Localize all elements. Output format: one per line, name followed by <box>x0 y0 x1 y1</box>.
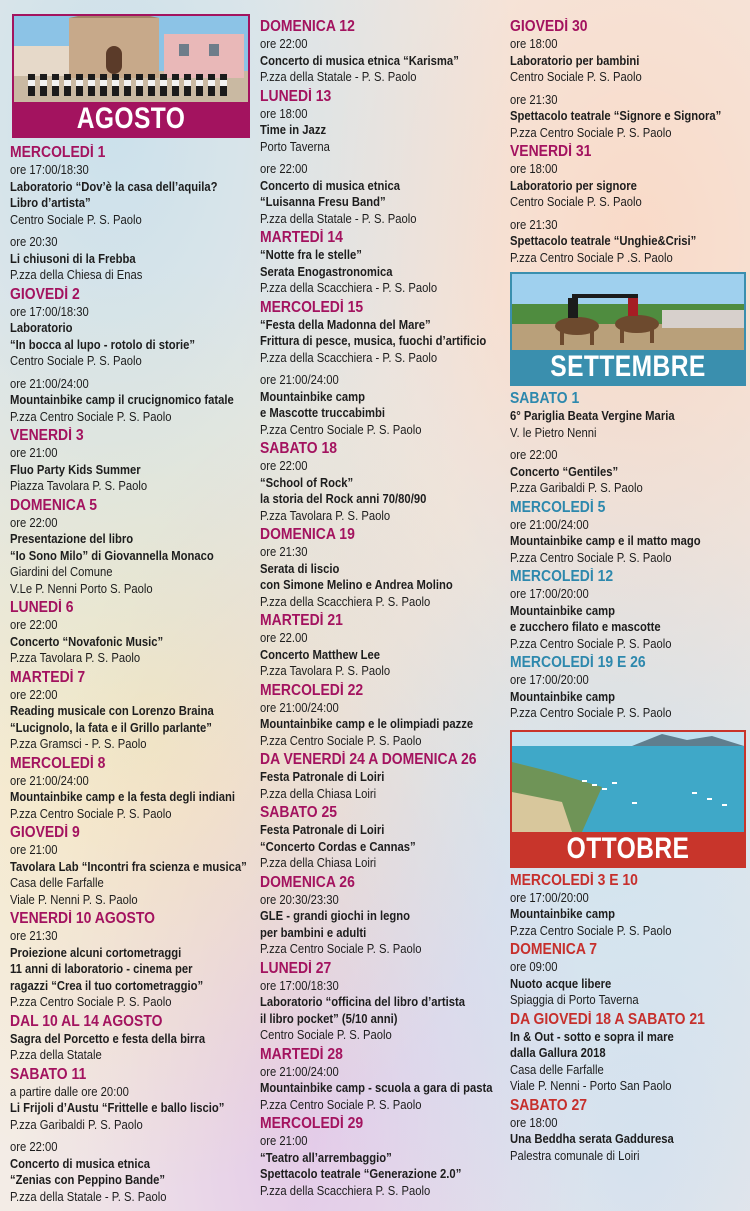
event-time: ore 20:30/23:30 <box>260 892 339 907</box>
event-title: ragazzi “Crea il tuo cortometraggio” <box>10 978 204 993</box>
event-time: ore 22:00 <box>10 515 58 530</box>
events-list-col2 <box>260 18 500 1199</box>
event-place: P.zza Centro Sociale P. S. Paolo <box>10 409 172 424</box>
event-place: Centro Sociale P. S. Paolo <box>260 1028 392 1042</box>
event-title: Mountainbike camp e il matto mago <box>510 534 701 548</box>
event-place: Centro Sociale P. S. Paolo <box>510 70 642 84</box>
event-title: Libro d’artista” <box>10 196 91 210</box>
event-place: Palestra comunale di Loiri <box>510 1148 640 1163</box>
event-title: Time in Jazz <box>260 123 327 137</box>
event-title: Tavolara Lab “Incontri fra scienza e musica” <box>10 859 247 874</box>
event-day-heading: LUNEDÌ 27 <box>260 959 332 977</box>
event-place: P.zza della Chiasa Loiri <box>260 786 377 801</box>
event-title: “Festa della Madonna del Mare” <box>260 317 431 332</box>
event-place: Giardini del Comune <box>10 565 113 579</box>
event-day-heading: MERCOLEDÌ 12 <box>510 568 614 585</box>
event-place: P.zza Centro Sociale P. S. Paolo <box>10 995 172 1009</box>
event-place: P.zza della Statale - P. S. Paolo <box>260 211 417 226</box>
event-place: P.zza Centro Sociale P. S. Paolo <box>260 1097 422 1112</box>
event-title: Mountainbike camp e la festa degli indiani <box>10 790 236 804</box>
event-title: Presentazione del libro <box>10 532 134 546</box>
event-place: Porto Taverna <box>260 139 330 154</box>
event-time: ore 22:00 <box>510 448 558 462</box>
event-place: P.zza della Scacchiera - P. S. Paolo <box>260 281 438 295</box>
column-agosto-1 <box>10 0 250 1205</box>
event-title: Mountainbike camp <box>510 689 616 704</box>
event-title: il libro pocket” (5/10 anni) <box>260 1011 398 1026</box>
event-title: Mountainbike camp il crucignomico fatale <box>10 393 234 407</box>
event-day-heading: SABATO 11 <box>10 1065 87 1083</box>
event-place: V.Le P. Nenni Porto S. Paolo <box>10 581 153 596</box>
event-day-heading: GIOVEDÌ 9 <box>10 824 80 841</box>
event-title: “In bocca al lupo - rotolo di storie” <box>10 337 196 352</box>
event-place: P.zza Centro Sociale P. S. Paolo <box>510 550 672 565</box>
event-title: Concerto Matthew Lee <box>260 647 381 662</box>
event-title: Mountainbike camp <box>510 907 616 921</box>
event-title: Serata Enogastronomica <box>260 264 393 279</box>
event-place: P.zza della Chiasa Loiri <box>260 856 377 870</box>
event-title: Spettacolo teatrale “Signore e Signora” <box>510 109 722 123</box>
event-day-heading: SABATO 27 <box>510 1096 588 1114</box>
event-title: Mountainbike camp <box>510 603 616 618</box>
event-time: ore 17:00/20:00 <box>510 673 589 687</box>
event-time: ore 22:00 <box>10 1140 58 1154</box>
event-day-heading: DA VENERDÌ 24 A DOMENICA 26 <box>260 751 477 768</box>
event-title: Mountainbike camp e le olimpiadi pazze <box>260 717 474 731</box>
month-title-ottobre: OTTOBRE <box>566 831 690 865</box>
column-agosto-2 <box>260 16 500 1199</box>
event-title: Spettacolo teatrale “Unghie&Crisi” <box>510 234 697 248</box>
event-title: Frittura di pesce, musica, fuochi d’artificio <box>260 334 487 348</box>
event-place: Centro Sociale P. S. Paolo <box>10 212 142 227</box>
event-time: ore 22.00 <box>260 631 308 645</box>
event-title: In & Out - sotto e sopra il mare <box>510 1029 674 1044</box>
event-time: ore 21:00 <box>10 446 58 460</box>
event-place: P.zza Garibaldi P. S. Paolo <box>510 481 643 495</box>
event-time: ore 09:00 <box>510 960 558 974</box>
event-time: ore 21:00 <box>10 843 58 857</box>
event-day-heading: MERCOLEDÌ 19 E 26 <box>510 654 646 671</box>
event-time: ore 20:30 <box>10 235 58 249</box>
event-day-heading: DOMENICA 26 <box>260 873 355 891</box>
event-title: Laboratorio <box>10 321 73 335</box>
event-title: “School of Rock” <box>260 475 354 490</box>
event-title: Laboratorio “Dov’è la casa dell’aquila? <box>10 179 218 194</box>
event-title: Festa Patronale di Loiri <box>260 823 385 837</box>
event-time: ore 21:30 <box>260 545 308 559</box>
event-title: Serata di liscio <box>260 561 340 576</box>
event-day-heading: MERCOLEDÌ 1 <box>10 144 106 161</box>
event-place: Viale P. Nenni - Porto San Paolo <box>510 1079 672 1093</box>
agosto-banner <box>12 14 250 138</box>
event-place: P.zza Centro Sociale P. S. Paolo <box>260 422 422 437</box>
event-day-heading: MERCOLEDÌ 5 <box>510 498 606 516</box>
event-place: P.zza della Scacchiera - P. S. Paolo <box>260 350 438 365</box>
event-time: ore 22:00 <box>260 459 308 473</box>
event-time: ore 18:00 <box>510 162 558 176</box>
event-title: Fluo Party Kids Summer <box>10 462 141 477</box>
event-day-heading: MARTEDÌ 7 <box>10 668 86 686</box>
event-title: Mountainbike camp <box>260 389 366 404</box>
event-title: “Lucignolo, la fata e il Grillo parlante” <box>10 720 212 735</box>
event-day-heading: LUNEDÌ 13 <box>260 87 332 105</box>
event-time: ore 21:00 <box>260 1134 308 1148</box>
folk-group-photo <box>14 16 248 102</box>
event-day-heading: VENERDÌ 31 <box>510 143 592 160</box>
month-title-settembre: SETTEMBRE <box>550 350 706 383</box>
event-day-heading: DOMENICA 12 <box>260 18 355 35</box>
event-place: Casa delle Farfalle <box>510 1062 604 1077</box>
event-time: ore 21:30 <box>10 929 58 943</box>
event-title: Mountainbike camp - scuola a gara di pasta <box>260 1081 493 1095</box>
event-day-heading: MARTEDÌ 21 <box>260 612 343 629</box>
event-time: ore 22:00 <box>260 162 308 176</box>
event-time: ore 22:00 <box>10 618 58 632</box>
event-title: Reading musicale con Lorenzo Braina <box>10 704 214 718</box>
event-time: ore 22:00 <box>10 687 58 702</box>
event-title: Spettacolo teatrale “Generazione 2.0” <box>260 1167 462 1181</box>
event-place: V. le Pietro Nenni <box>510 425 597 440</box>
event-day-heading: VENERDÌ 3 <box>10 427 84 444</box>
event-day-heading: MERCOLEDÌ 15 <box>260 298 364 316</box>
event-time: ore 21:30 <box>510 217 558 232</box>
event-place: P.zza Centro Sociale P. S. Paolo <box>260 733 422 748</box>
event-day-heading: DOMENICA 5 <box>10 496 98 514</box>
events-list-col3a <box>510 18 750 266</box>
event-title: e zucchero filato e mascotte <box>510 620 661 634</box>
event-title: Sagra del Porcetto e festa della birra <box>10 1031 206 1046</box>
event-title: la storia del Rock anni 70/80/90 <box>260 492 427 506</box>
event-day-heading: SABATO 25 <box>260 804 338 821</box>
event-place: P.zza Tavolara P. S. Paolo <box>260 508 391 523</box>
event-time: ore 21:00/24:00 <box>10 773 89 788</box>
event-day-heading: VENERDÌ 10 AGOSTO <box>10 910 155 927</box>
event-place: P.zza Centro Sociale P. S. Paolo <box>510 125 672 140</box>
event-title: “Teatro all’arrembaggio” <box>260 1150 392 1165</box>
event-place: P.zza della Chiesa di Enas <box>10 268 143 282</box>
event-place: P.zza Centro Sociale P. S. Paolo <box>10 806 172 821</box>
event-place: P.zza della Statale - P. S. Paolo <box>260 70 417 84</box>
event-time: ore 17:00/18:30 <box>10 163 89 177</box>
event-place: Spiaggia di Porto Taverna <box>510 993 639 1007</box>
event-place: Centro Sociale P. S. Paolo <box>510 195 642 209</box>
event-time: ore 21:30 <box>510 92 558 107</box>
event-place: P.zza della Statale <box>10 1048 102 1062</box>
event-place: P.zza della Statale - P. S. Paolo <box>10 1189 167 1204</box>
event-day-heading: MARTEDÌ 28 <box>260 1045 343 1063</box>
event-day-heading: SABATO 1 <box>510 390 580 407</box>
event-day-heading: DAL 10 AL 14 AGOSTO <box>10 1012 163 1030</box>
event-time: ore 18:00 <box>510 37 558 51</box>
event-title: Proiezione alcuni cortometraggi <box>10 945 182 960</box>
horse-riders-photo <box>512 274 744 350</box>
event-day-heading: MERCOLEDÌ 22 <box>260 681 364 699</box>
event-title: “Zenias con Peppino Bande” <box>10 1173 166 1187</box>
event-place: P.zza Centro Sociale P. S. Paolo <box>510 636 672 651</box>
event-place: P.zza Centro Sociale P. S. Paolo <box>510 923 672 938</box>
event-title: 11 anni di laboratorio - cinema per <box>10 962 193 976</box>
event-place: P.zza della Scacchiera P. S. Paolo <box>260 594 431 609</box>
event-day-heading: MERCOLEDÌ 8 <box>10 754 106 772</box>
event-place: Centro Sociale P. S. Paolo <box>10 354 142 368</box>
event-title: Concerto “Gentiles” <box>510 464 619 479</box>
month-title-agosto: AGOSTO <box>76 102 186 135</box>
event-time: ore 21:00/24:00 <box>510 517 589 532</box>
column-settembre-ottobre <box>510 16 750 1164</box>
event-title: “Notte fra le stelle” <box>260 248 362 262</box>
event-place: P.zza Centro Sociale P .S. Paolo <box>510 250 673 265</box>
event-day-heading: LUNEDÌ 6 <box>10 599 74 616</box>
event-title: “Concerto Cordas e Cannas” <box>260 839 416 854</box>
event-place: Piazza Tavolara P. S. Paolo <box>10 479 148 493</box>
event-place: Viale P. Nenni P. S. Paolo <box>10 892 138 907</box>
event-time: ore 21:00/24:00 <box>260 1064 339 1079</box>
event-title: dalla Gallura 2018 <box>510 1046 606 1060</box>
event-title: Laboratorio per signore <box>510 178 637 193</box>
event-time: ore 22:00 <box>260 37 308 51</box>
event-day-heading: MERCOLEDÌ 29 <box>260 1115 364 1132</box>
event-title: Laboratorio “officina del libro d’artista <box>260 995 466 1009</box>
event-title: Laboratorio per bambini <box>510 53 640 68</box>
events-list-col3c <box>510 872 750 1165</box>
event-place: P.zza Tavolara P. S. Paolo <box>260 664 391 678</box>
event-day-heading: SABATO 18 <box>260 440 338 457</box>
event-title: Concerto “Novafonic Music” <box>10 634 164 649</box>
event-title: 6° Pariglia Beata Vergine Maria <box>510 409 675 423</box>
event-title: con Simone Melino e Andrea Molino <box>260 578 453 592</box>
event-title: “Luisanna Fresu Band” <box>260 195 386 209</box>
event-day-heading: DOMENICA 7 <box>510 941 598 958</box>
event-time: a partire dalle ore 20:00 <box>10 1084 129 1099</box>
events-list-col3b <box>510 390 750 722</box>
events-list-col1 <box>10 144 250 1205</box>
event-title: per bambini e adulti <box>260 925 367 940</box>
event-time: ore 17:00/18:30 <box>10 304 89 319</box>
event-title: Concerto di musica etnica <box>260 178 401 193</box>
event-place: P.zza Tavolara P. S. Paolo <box>10 651 141 665</box>
event-day-heading: GIOVEDÌ 30 <box>510 18 588 35</box>
event-time: ore 21:00/24:00 <box>10 376 89 391</box>
event-place: P.zza Garibaldi P. S. Paolo <box>10 1117 143 1132</box>
event-time: ore 21:00/24:00 <box>260 700 339 715</box>
event-title: Festa Patronale di Loiri <box>260 770 385 784</box>
event-title: e Mascotte truccabimbi <box>260 406 386 420</box>
event-title: Concerto di musica etnica <box>10 1156 151 1171</box>
event-day-heading: DA GIOVEDÌ 18 A SABATO 21 <box>510 1010 705 1028</box>
event-place: Casa delle Farfalle <box>10 876 104 890</box>
event-title: Li chiusoni di la Frebba <box>10 251 136 266</box>
settembre-banner <box>510 272 746 386</box>
event-title: GLE - grandi giochi in legno <box>260 909 411 923</box>
event-time: ore 17:00/18:30 <box>260 978 339 993</box>
event-day-heading: MERCOLEDÌ 3 E 10 <box>510 871 638 889</box>
event-time: ore 18:00 <box>260 106 308 121</box>
event-place: P.zza Centro Sociale P. S. Paolo <box>260 942 422 956</box>
coast-aerial-photo <box>512 732 744 832</box>
event-title: Li Frijoli d’Austu “Frittelle e ballo liscio” <box>10 1101 225 1115</box>
event-day-heading: GIOVEDÌ 2 <box>10 285 80 303</box>
event-day-heading: MARTEDÌ 14 <box>260 229 343 246</box>
event-place: P.zza della Scacchiera P. S. Paolo <box>260 1183 431 1198</box>
event-title: Una Beddha serata Gadduresa <box>510 1132 674 1146</box>
event-title: Concerto di musica etnica “Karisma” <box>260 53 459 68</box>
event-time: ore 21:00/24:00 <box>260 373 339 387</box>
event-time: ore 17:00/20:00 <box>510 890 589 905</box>
ottobre-banner <box>510 730 746 868</box>
event-place: P.zza Gramsci - P. S. Paolo <box>10 737 147 751</box>
event-time: ore 17:00/20:00 <box>510 587 589 601</box>
event-time: ore 18:00 <box>510 1115 558 1130</box>
event-place: P.zza Centro Sociale P. S. Paolo <box>510 706 672 720</box>
event-day-heading: DOMENICA 19 <box>260 526 355 543</box>
event-title: Nuoto acque libere <box>510 976 612 991</box>
event-title: “Io Sono Milo” di Giovannella Monaco <box>10 548 214 563</box>
